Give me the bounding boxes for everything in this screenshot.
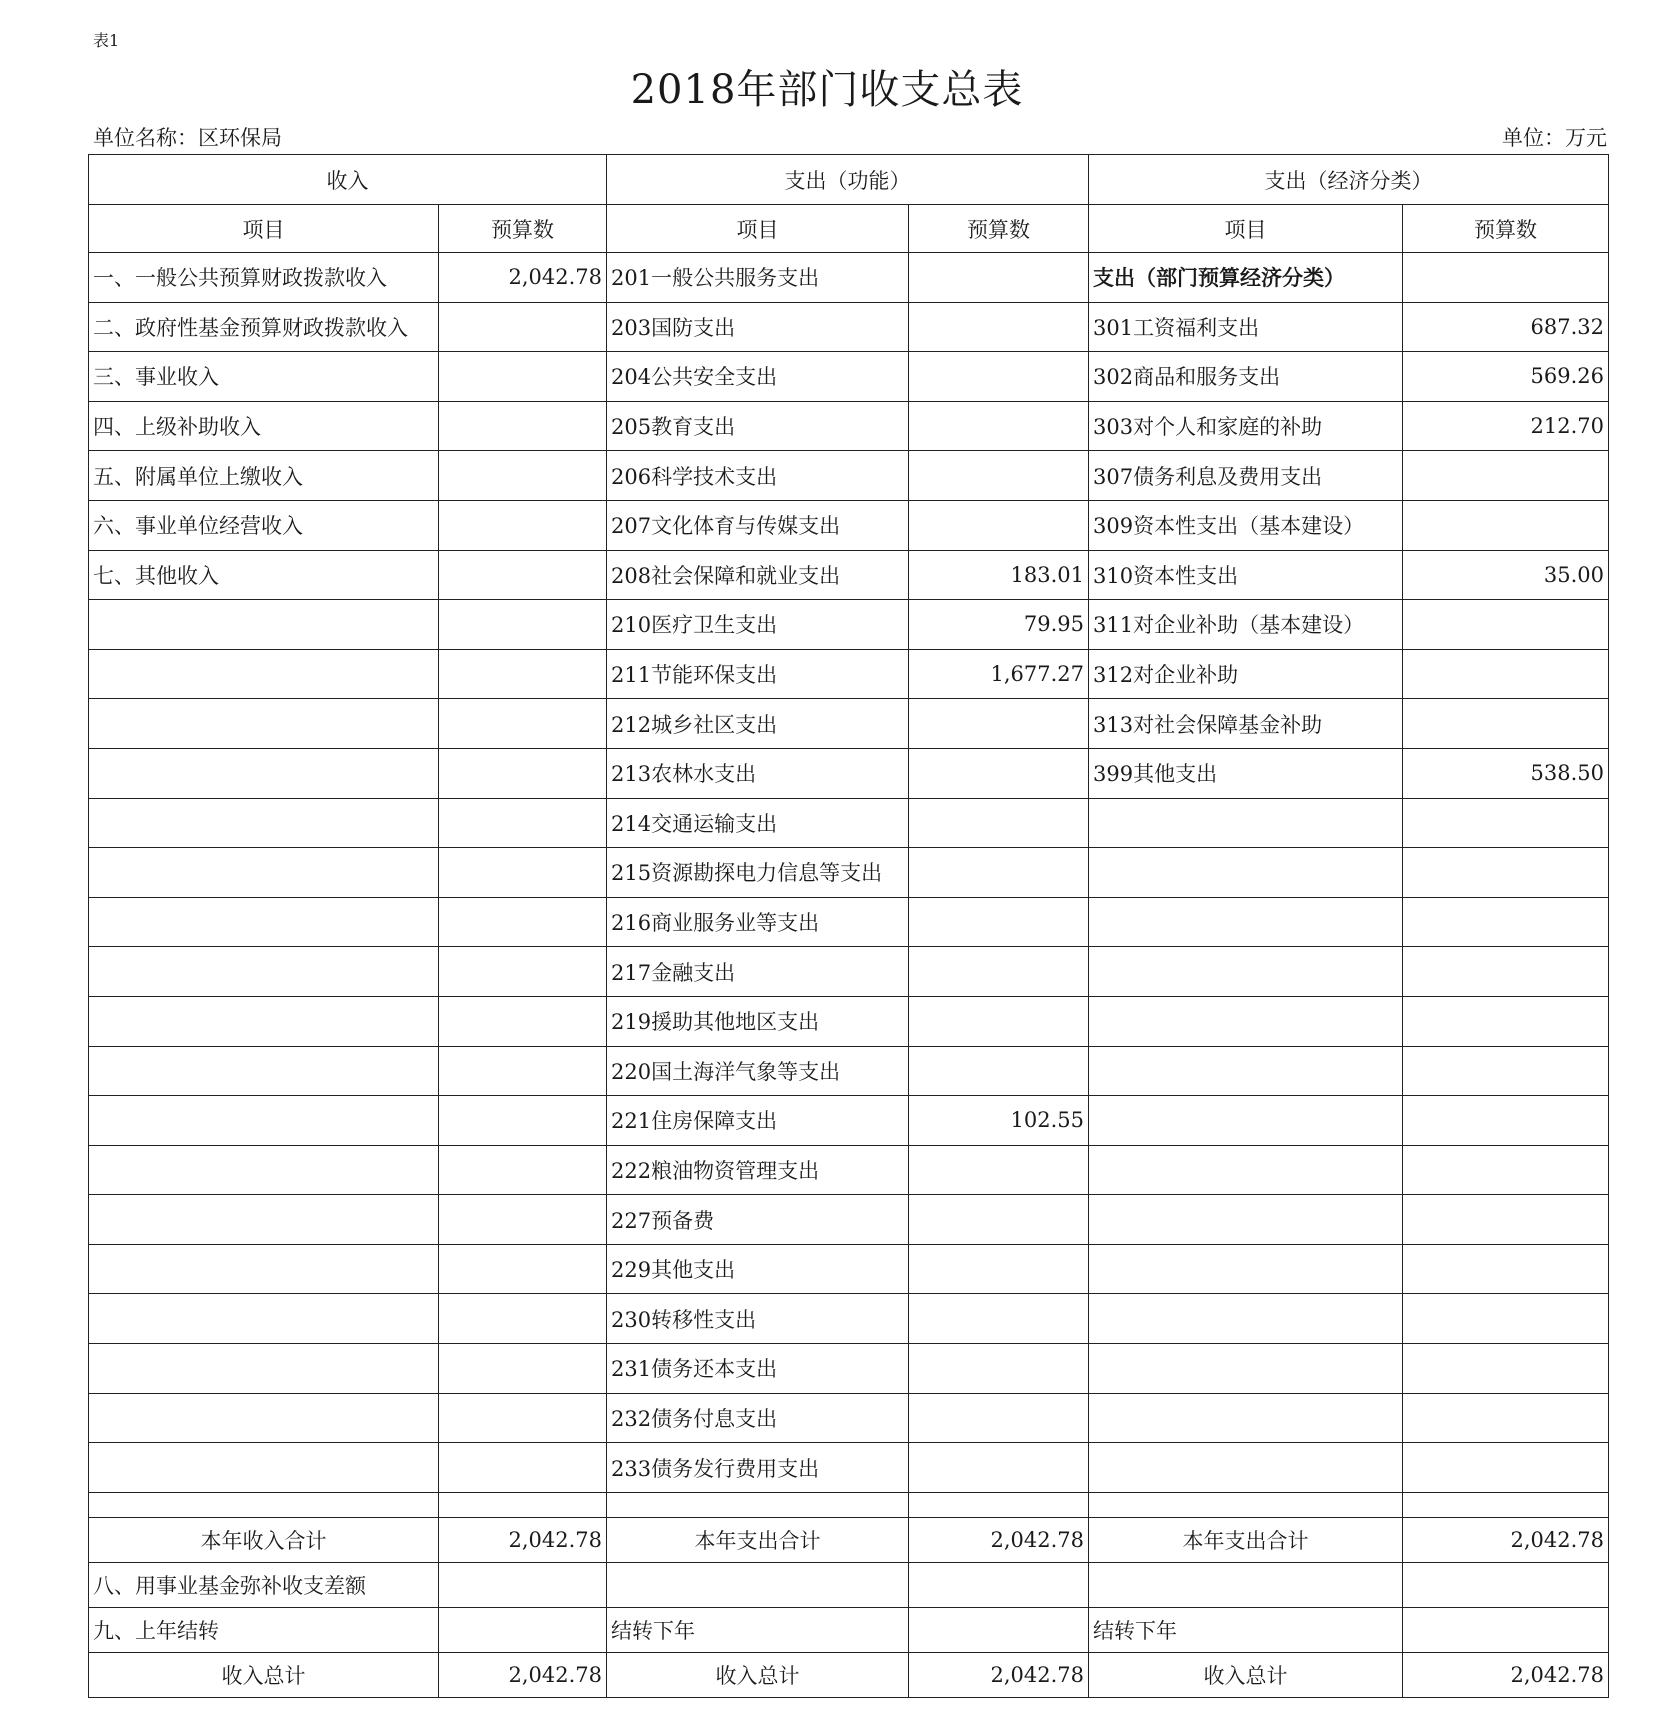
economic-item-cell <box>1089 1096 1403 1146</box>
table-row <box>89 1443 1609 1493</box>
empty-cell <box>607 1492 909 1517</box>
function-item-cell: 215资源勘探电力信息等支出 <box>607 848 909 898</box>
empty-cell <box>439 1492 607 1517</box>
table-row <box>89 1195 1609 1245</box>
function-budget-cell <box>909 352 1089 402</box>
table-row <box>89 1294 1609 1344</box>
table-row <box>89 897 1609 947</box>
income-budget-cell <box>439 1393 607 1443</box>
economic-item-cell <box>1089 1443 1403 1493</box>
function-item-cell: 230转移性支出 <box>607 1294 909 1344</box>
function-item-cell: 221住房保障支出 <box>607 1096 909 1146</box>
function-item-cell: 214交通运输支出 <box>607 798 909 848</box>
income-item-cell <box>89 1145 439 1195</box>
economic-item-header: 项目 <box>1089 205 1403 253</box>
income-item-cell <box>89 1195 439 1245</box>
income-item-cell: 七、其他收入 <box>89 550 439 600</box>
income-section-header: 收入 <box>89 155 607 205</box>
income-item-cell: 一、一般公共预算财政拨款收入 <box>89 253 439 303</box>
table-row <box>89 1344 1609 1394</box>
function-item-cell: 229其他支出 <box>607 1244 909 1294</box>
income-budget-cell <box>439 947 607 997</box>
function-item-cell: 204公共安全支出 <box>607 352 909 402</box>
economic-budget-cell <box>1403 451 1609 501</box>
function-expense-section-header: 支出（功能） <box>607 155 1089 205</box>
year-economic-total-value: 2,042.78 <box>1403 1517 1609 1562</box>
year-function-total-label: 本年支出合计 <box>607 1517 909 1562</box>
function-item-cell: 205教育支出 <box>607 401 909 451</box>
economic-budget-cell <box>1403 1294 1609 1344</box>
income-budget-cell <box>439 748 607 798</box>
income-item-cell: 六、事业单位经营收入 <box>89 500 439 550</box>
function-budget-cell <box>909 798 1089 848</box>
table-row <box>89 1096 1609 1146</box>
economic-item-cell: 399其他支出 <box>1089 748 1403 798</box>
economic-budget-cell: 35.00 <box>1403 550 1609 600</box>
function-budget-cell <box>909 1244 1089 1294</box>
function-budget-cell <box>909 401 1089 451</box>
income-item-cell <box>89 798 439 848</box>
empty-cell <box>909 1492 1089 1517</box>
empty-cell <box>607 1562 909 1607</box>
income-item-cell <box>89 649 439 699</box>
function-budget-cell <box>909 451 1089 501</box>
income-budget-cell <box>439 1096 607 1146</box>
economic-budget-cell <box>1403 848 1609 898</box>
table-row <box>89 451 1609 501</box>
table-row <box>89 1046 1609 1096</box>
income-item-cell <box>89 699 439 749</box>
income-budget-cell <box>439 1195 607 1245</box>
empty-cell <box>1403 1492 1609 1517</box>
year-income-total-label: 本年收入合计 <box>89 1517 439 1562</box>
income-item-header: 项目 <box>89 205 439 253</box>
income-budget-cell <box>439 848 607 898</box>
table-row <box>89 649 1609 699</box>
budget-table <box>88 154 1609 1698</box>
economic-budget-header: 预算数 <box>1403 205 1609 253</box>
function-budget-cell <box>909 848 1089 898</box>
income-budget-cell <box>439 352 607 402</box>
economic-item-cell: 301工资福利支出 <box>1089 302 1403 352</box>
empty-cell <box>1403 1607 1609 1652</box>
income-budget-cell <box>439 1145 607 1195</box>
table-row <box>89 996 1609 1046</box>
empty-cell <box>909 1607 1089 1652</box>
economic-budget-cell <box>1403 649 1609 699</box>
function-item-cell: 213农林水支出 <box>607 748 909 798</box>
function-budget-cell <box>909 748 1089 798</box>
function-item-cell: 233债务发行费用支出 <box>607 1443 909 1493</box>
table-row <box>89 798 1609 848</box>
function-budget-cell <box>909 947 1089 997</box>
economic-item-cell <box>1089 947 1403 997</box>
economic-budget-cell <box>1403 798 1609 848</box>
table-row <box>89 253 1609 303</box>
table-row <box>89 550 1609 600</box>
empty-cell <box>1089 1562 1403 1607</box>
income-budget-cell <box>439 699 607 749</box>
economic-item-cell <box>1089 1294 1403 1344</box>
income-item-cell <box>89 1096 439 1146</box>
table-row <box>89 1145 1609 1195</box>
function-budget-cell <box>909 302 1089 352</box>
year-income-total-value: 2,042.78 <box>439 1517 607 1562</box>
function-item-cell: 211节能环保支出 <box>607 649 909 699</box>
grand-function-value: 2,042.78 <box>909 1652 1089 1697</box>
function-budget-cell <box>909 253 1089 303</box>
empty-cell <box>1089 1492 1403 1517</box>
grand-income-value: 2,042.78 <box>439 1652 607 1697</box>
page-title: 2018年部门收支总表 <box>630 67 1024 113</box>
table-number: 表1 <box>93 31 120 50</box>
grand-total-row <box>89 1652 1609 1697</box>
economic-budget-cell <box>1403 947 1609 997</box>
function-budget-header: 预算数 <box>909 205 1089 253</box>
economic-item-cell: 303对个人和家庭的补助 <box>1089 401 1403 451</box>
grand-economic-value: 2,042.78 <box>1403 1652 1609 1697</box>
economic-budget-cell: 212.70 <box>1403 401 1609 451</box>
table-row <box>89 302 1609 352</box>
function-item-cell: 222粮油物资管理支出 <box>607 1145 909 1195</box>
column-header-row <box>89 205 1609 253</box>
function-budget-cell <box>909 1393 1089 1443</box>
table-row <box>89 1393 1609 1443</box>
function-item-cell: 210医疗卫生支出 <box>607 600 909 650</box>
income-item-cell <box>89 897 439 947</box>
year-function-total-value: 2,042.78 <box>909 1517 1089 1562</box>
economic-budget-cell: 538.50 <box>1403 748 1609 798</box>
function-item-header: 项目 <box>607 205 909 253</box>
function-item-cell: 232债务付息支出 <box>607 1393 909 1443</box>
function-budget-cell <box>909 1294 1089 1344</box>
income-budget-cell <box>439 500 607 550</box>
unit-name: 单位名称：区环保局 <box>93 126 282 150</box>
income-item-cell <box>89 1046 439 1096</box>
income-budget-cell <box>439 401 607 451</box>
function-item-cell: 207文化体育与传媒支出 <box>607 500 909 550</box>
function-budget-cell <box>909 1195 1089 1245</box>
economic-budget-cell <box>1403 1443 1609 1493</box>
economic-item-cell: 311对企业补助（基本建设） <box>1089 600 1403 650</box>
income-item-cell <box>89 848 439 898</box>
income-item-cell <box>89 1244 439 1294</box>
economic-budget-cell <box>1403 600 1609 650</box>
income-budget-cell <box>439 451 607 501</box>
economic-item-cell <box>1089 1145 1403 1195</box>
carry-over-row <box>89 1607 1609 1652</box>
income-budget-cell <box>439 1443 607 1493</box>
income-budget-cell <box>439 1294 607 1344</box>
function-item-cell: 203国防支出 <box>607 302 909 352</box>
economic-item-cell <box>1089 848 1403 898</box>
economic-budget-cell <box>1403 699 1609 749</box>
income-budget-cell <box>439 649 607 699</box>
function-item-cell: 216商业服务业等支出 <box>607 897 909 947</box>
empty-cell <box>1403 1562 1609 1607</box>
income-budget-cell <box>439 600 607 650</box>
function-item-cell: 219援助其他地区支出 <box>607 996 909 1046</box>
income-budget-cell <box>439 1244 607 1294</box>
function-budget-cell <box>909 699 1089 749</box>
income-item-cell: 五、附属单位上缴收入 <box>89 451 439 501</box>
income-item-cell <box>89 1393 439 1443</box>
function-item-cell: 220国土海洋气象等支出 <box>607 1046 909 1096</box>
function-budget-cell: 79.95 <box>909 600 1089 650</box>
economic-budget-cell <box>1403 897 1609 947</box>
income-budget-cell <box>439 302 607 352</box>
table-row <box>89 947 1609 997</box>
income-item-cell <box>89 947 439 997</box>
economic-budget-cell <box>1403 500 1609 550</box>
grand-economic-label: 收入总计 <box>1089 1652 1403 1697</box>
function-budget-cell: 183.01 <box>909 550 1089 600</box>
year-economic-total-label: 本年支出合计 <box>1089 1517 1403 1562</box>
economic-item-cell <box>1089 1195 1403 1245</box>
income-item-cell <box>89 1443 439 1493</box>
income-item-cell <box>89 748 439 798</box>
economic-budget-cell <box>1403 1096 1609 1146</box>
income-budget-cell <box>439 1344 607 1394</box>
economic-budget-cell <box>1403 1393 1609 1443</box>
fund-gap-row <box>89 1562 1609 1607</box>
economic-item-cell <box>1089 1244 1403 1294</box>
income-budget-cell <box>439 550 607 600</box>
income-budget-cell: 2,042.78 <box>439 253 607 303</box>
function-budget-cell <box>909 500 1089 550</box>
section-header-row <box>89 155 1609 205</box>
economic-item-cell <box>1089 897 1403 947</box>
table-row <box>89 848 1609 898</box>
economic-item-cell: 302商品和服务支出 <box>1089 352 1403 402</box>
economic-item-cell: 313对社会保障基金补助 <box>1089 699 1403 749</box>
income-item-cell <box>89 1344 439 1394</box>
income-item-cell <box>89 600 439 650</box>
year-total-row <box>89 1517 1609 1562</box>
function-budget-cell <box>909 1344 1089 1394</box>
economic-expense-section-header: 支出（经济分类） <box>1089 155 1609 205</box>
empty-cell <box>439 1562 607 1607</box>
economic-item-cell <box>1089 1046 1403 1096</box>
income-budget-cell <box>439 798 607 848</box>
currency-unit: 单位：万元 <box>1502 126 1607 150</box>
economic-item-cell <box>1089 1393 1403 1443</box>
income-item-cell: 四、上级补助收入 <box>89 401 439 451</box>
table-row <box>89 748 1609 798</box>
income-budget-cell <box>439 996 607 1046</box>
economic-budget-cell <box>1403 1195 1609 1245</box>
function-item-cell: 201一般公共服务支出 <box>607 253 909 303</box>
economic-budget-cell <box>1403 1145 1609 1195</box>
table-row <box>89 352 1609 402</box>
fund-gap-label: 八、用事业基金弥补收支差额 <box>89 1562 439 1607</box>
function-budget-cell <box>909 897 1089 947</box>
income-budget-cell <box>439 1046 607 1096</box>
economic-item-cell <box>1089 996 1403 1046</box>
income-budget-cell <box>439 897 607 947</box>
function-budget-cell <box>909 1145 1089 1195</box>
empty-cell <box>89 1492 439 1517</box>
income-item-cell: 三、事业收入 <box>89 352 439 402</box>
function-item-cell: 231债务还本支出 <box>607 1344 909 1394</box>
function-budget-cell <box>909 1046 1089 1096</box>
function-item-cell: 212城乡社区支出 <box>607 699 909 749</box>
economic-budget-cell <box>1403 1344 1609 1394</box>
function-budget-cell: 1,677.27 <box>909 649 1089 699</box>
empty-cell <box>439 1607 607 1652</box>
income-item-cell: 二、政府性基金预算财政拨款收入 <box>89 302 439 352</box>
table-row <box>89 401 1609 451</box>
prior-carry-label: 九、上年结转 <box>89 1607 439 1652</box>
economic-item-cell <box>1089 1344 1403 1394</box>
economic-budget-cell: 687.32 <box>1403 302 1609 352</box>
economic-budget-cell <box>1403 253 1609 303</box>
economic-item-cell: 支出（部门预算经济分类） <box>1089 253 1403 303</box>
economic-item-cell: 310资本性支出 <box>1089 550 1403 600</box>
table-row <box>89 1244 1609 1294</box>
grand-function-label: 收入总计 <box>607 1652 909 1697</box>
empty-cell <box>909 1562 1089 1607</box>
spacer-row <box>89 1492 1609 1517</box>
function-carry-next-label: 结转下年 <box>607 1607 909 1652</box>
income-item-cell <box>89 1294 439 1344</box>
function-item-cell: 227预备费 <box>607 1195 909 1245</box>
function-item-cell: 217金融支出 <box>607 947 909 997</box>
table-row <box>89 600 1609 650</box>
economic-budget-cell <box>1403 1046 1609 1096</box>
economic-budget-cell <box>1403 1244 1609 1294</box>
economic-item-cell: 312对企业补助 <box>1089 649 1403 699</box>
income-item-cell <box>89 996 439 1046</box>
grand-income-label: 收入总计 <box>89 1652 439 1697</box>
economic-item-cell: 309资本性支出（基本建设） <box>1089 500 1403 550</box>
function-item-cell: 208社会保障和就业支出 <box>607 550 909 600</box>
economic-budget-cell: 569.26 <box>1403 352 1609 402</box>
function-budget-cell <box>909 1443 1089 1493</box>
economic-item-cell <box>1089 798 1403 848</box>
function-item-cell: 206科学技术支出 <box>607 451 909 501</box>
economic-item-cell: 307债务利息及费用支出 <box>1089 451 1403 501</box>
economic-budget-cell <box>1403 996 1609 1046</box>
function-budget-cell: 102.55 <box>909 1096 1089 1146</box>
economic-carry-next-label: 结转下年 <box>1089 1607 1403 1652</box>
table-row <box>89 699 1609 749</box>
table-row <box>89 500 1609 550</box>
income-budget-header: 预算数 <box>439 205 607 253</box>
function-budget-cell <box>909 996 1089 1046</box>
